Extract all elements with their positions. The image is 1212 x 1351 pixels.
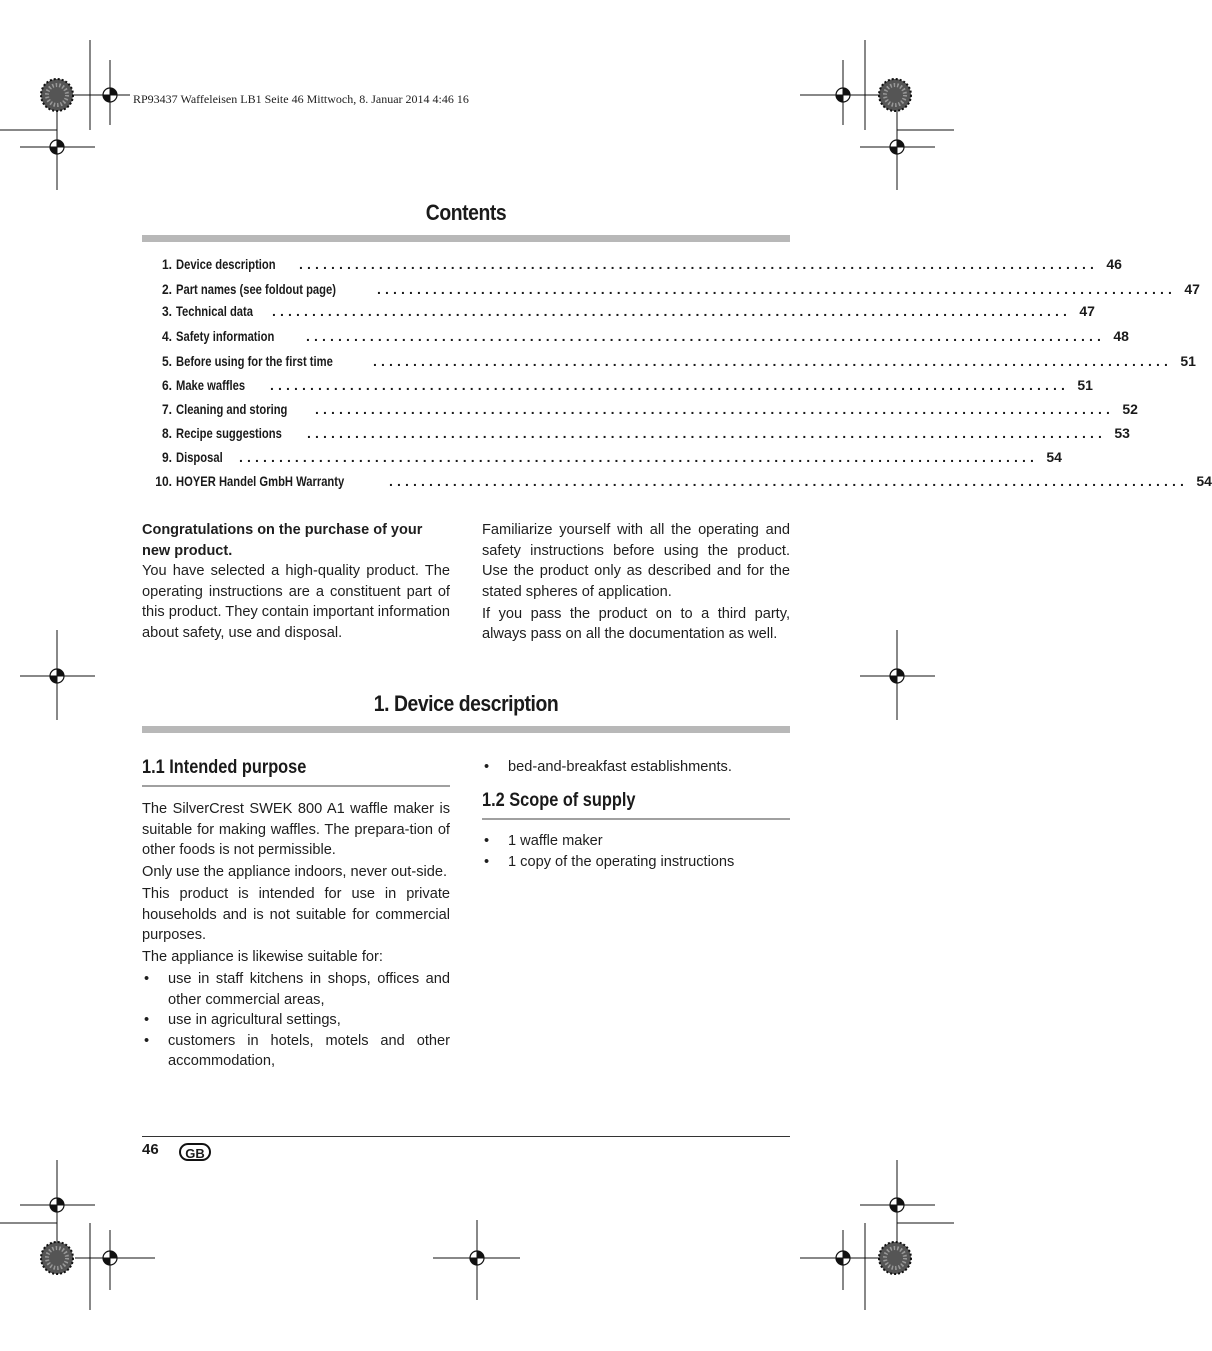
subsection-heading: 1.1 Intended purpose [142,757,307,778]
body-paragraph: Only use the appliance indoors, never out-side. [142,864,448,880]
intro-heading: Congratulations on the purchase of your new product. [142,522,423,559]
toc-entry-label: Device description [176,256,276,272]
intended-purpose-section [142,757,450,1072]
toc-entry-page: 48 [1113,328,1129,344]
bullet-list [482,831,790,872]
toc-leader: .................................................................................................... [307,425,1106,441]
toc-entry[interactable] [142,303,1095,323]
toc-entry-number: 3. [161,303,172,319]
toc-entry-label: Cleaning and storing [176,401,288,417]
intro-paragraph: If you pass the product on to a third party, always pass on all the documentation as well. [482,605,790,642]
section-title: 1. Device description [373,691,559,716]
toc-entry-page: 46 [1106,256,1122,272]
list-item: • 1 copy of the operating instructions [482,852,790,873]
toc-leader: .................................................................................................... [299,256,1098,272]
toc-entry[interactable] [142,449,1062,469]
list-item: • bed-and-breakfast establishments. [482,757,790,778]
toc-entry-page: 53 [1114,425,1130,441]
toc-entry[interactable] [142,377,1093,397]
toc-leader: .................................................................................................... [315,401,1114,417]
contents-title-bar [142,235,790,242]
body-paragraph: This product is intended for use in private households and is not suitable for commercial purposes. [142,886,450,943]
page-number: 46 [142,1141,159,1158]
toc-leader: .................................................................................................... [239,449,1038,465]
toc-entry-number: 5. [161,353,172,369]
toc-leader: .................................................................................................... [377,281,1176,297]
print-header: RP93437 Waffeleisen LB1 Seite 46 Mittwoch, 8. Januar 2014 4:46 16 [133,92,469,106]
right-column [482,757,790,778]
toc-entry-number: 7. [161,401,172,417]
list-item: • use in staff kitchens in shops, offices and other commercial areas, [142,969,450,1010]
toc-entry[interactable] [142,425,1130,445]
toc-entry-label: HOYER Handel GmbH Warranty [176,473,345,489]
contents-title: Contents [425,200,507,225]
toc-entry-page: 52 [1122,401,1138,417]
toc-entry-label: Safety information [176,328,275,344]
toc-entry-number: 10. [155,473,172,489]
toc-entry-number: 9. [161,449,172,465]
body-paragraph: The SilverCrest SWEK 800 A1 waffle maker is suitable for making waffles. The prepara-tion of other foods is not permissible. [142,801,450,858]
toc-leader: .................................................................................................... [373,353,1172,369]
toc-entry-number: 6. [161,377,172,393]
toc-leader: .................................................................................................... [270,377,1069,393]
toc-entry[interactable] [142,473,1212,493]
intro-paragraph: Familiarize yourself with all the operating and safety instructions before using the product. Use the product only as described and for the stated spheres of application. [482,522,790,600]
toc-entry-label: Disposal [176,449,223,465]
body-paragraph: The appliance is likewise suitable for: [142,949,383,965]
intro-right-column [482,520,790,646]
list-item: • use in agricultural settings, [142,1010,450,1031]
intro-text: You have selected a high-quality product. The operating instructions are a constituent part of this product. They contain important information about safety, use and disposal. [142,563,450,641]
toc-entry-number: 8. [161,425,172,441]
subsection-rule [482,818,790,820]
toc-entry-page: 47 [1184,281,1200,297]
intro-left-column [142,520,450,645]
language-badge: GB [179,1143,211,1161]
toc-entry[interactable] [142,328,1129,348]
toc-entry[interactable] [142,256,1122,276]
toc-entry-label: Technical data [176,303,253,319]
toc-entry-number: 4. [161,328,172,344]
toc-leader: .................................................................................................... [272,303,1071,319]
toc-entry-page: 51 [1180,353,1196,369]
toc-leader: .................................................................................................... [306,328,1105,344]
scope-of-supply-section [482,790,790,872]
toc-entry-number: 2. [161,281,172,297]
bullet-list [142,969,450,1072]
toc-entry-page: 51 [1077,377,1093,393]
list-item: • 1 waffle maker [482,831,790,852]
subsection-rule [142,785,450,787]
bullet-list [482,757,790,778]
toc-entry-page: 54 [1046,449,1062,465]
toc-entry-label: Before using for the first time [176,353,333,369]
toc-entry[interactable] [142,401,1138,421]
section-title-bar [142,726,790,733]
toc-entry-number: 1. [161,256,172,272]
toc-leader: .................................................................................................... [389,473,1188,489]
toc-entry-page: 47 [1079,303,1095,319]
subsection-heading: 1.2 Scope of supply [482,790,636,811]
toc-entry[interactable] [142,353,1196,373]
toc-entry-label: Make waffles [176,377,246,393]
footer-rule [142,1136,790,1137]
toc-entry[interactable] [142,281,1200,301]
toc-entry-label: Part names (see foldout page) [176,281,336,297]
toc-entry-page: 54 [1196,473,1212,489]
toc-entry-label: Recipe suggestions [176,425,282,441]
list-item: • customers in hotels, motels and other accommodation, [142,1031,450,1072]
